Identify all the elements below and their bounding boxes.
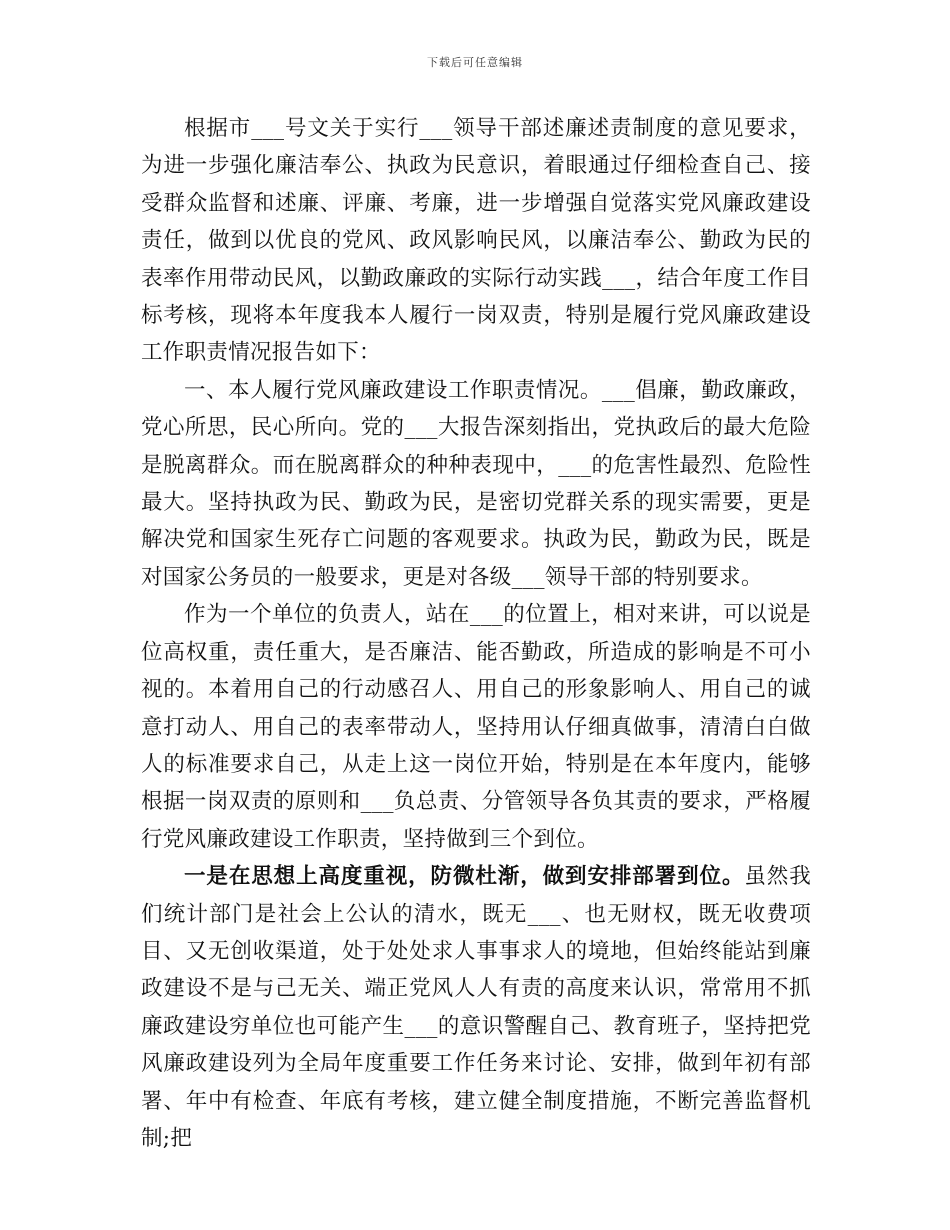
page-header-note: 下载后可任意编辑	[427, 56, 523, 69]
paragraph-point-one-text: 虽然我们统计部门是社会上公认的清水，既无___、也无财权，既无收费项目、又无创收渠道，处于处处求人事事求人的境地，但始终能站到廉政建设不是与己无关、端正党风人人有责的高度来认识，常常用不抓廉政建设穷单位也可能产生___的意识警醒自己、教育班子，坚持把党风廉政建设列为全局年度重要工作任务来讨论、安排，做到年初有部署、年中有检查、年底有考核，建立健全制度措施，不断完善监督机制;把	[141, 864, 811, 1151]
paragraph-section-one	[141, 372, 811, 596]
paragraph-section-one-text: 一、本人履行党风廉政建设工作职责情况。___倡廉，勤政廉政，党心所思，民心所向。党的___大报告深刻指出，党执政后的最大危险是脱离群众。而在脱离群众的种种表现中，___的危害性最烈、危险性最大。坚持执政为民、勤政为民，是密切党群关系的现实需要，更是解决党和国家生死存亡问题的客观要求。执政为民，勤政为民，既是对国家公务员的一般要求，更是对各级___领导干部的特别要求。	[141, 377, 811, 590]
paragraph-responsibility	[141, 596, 811, 858]
paragraph-responsibility-text: 作为一个单位的负责人，站在___的位置上，相对来讲，可以说是位高权重，责任重大，是否廉洁、能否勤政，所造成的影响是不可小视的。本着用自己的行动感召人、用自己的形象影响人、用自己的诚意打动人、用自己的表率带动人，坚持用认仔细真做事，清清白白做人的标准要求自己，从走上这一岗位开始，特别是在本年度内，能够根据一岗双责的原则和___负总责、分管领导各负其责的要求，严格履行党风廉政建设工作职责，坚持做到三个到位。	[141, 602, 811, 852]
paragraph-point-one-heading: 一是在思想上高度重视，防微杜渐，做到安排部署到位。	[184, 864, 745, 890]
document-body	[141, 110, 811, 1157]
paragraph-point-one	[141, 858, 811, 1157]
paragraph-intro-text: 根据市___号文关于实行___领导干部述廉述责制度的意见要求，为进一步强化廉洁奉公、执政为民意识，着眼通过仔细检查自己、接受群众监督和述廉、评廉、考廉，进一步增强自觉落实党风廉政建设责任，做到以优良的党风、政风影响民风，以廉洁奉公、勤政为民的表率作用带动民风，以勤政廉政的实际行动实践___，结合年度工作目标考核，现将本年度我本人履行一岗双责，特别是履行党风廉政建设工作职责情况报告如下：	[141, 116, 811, 366]
paragraph-intro	[141, 110, 811, 372]
